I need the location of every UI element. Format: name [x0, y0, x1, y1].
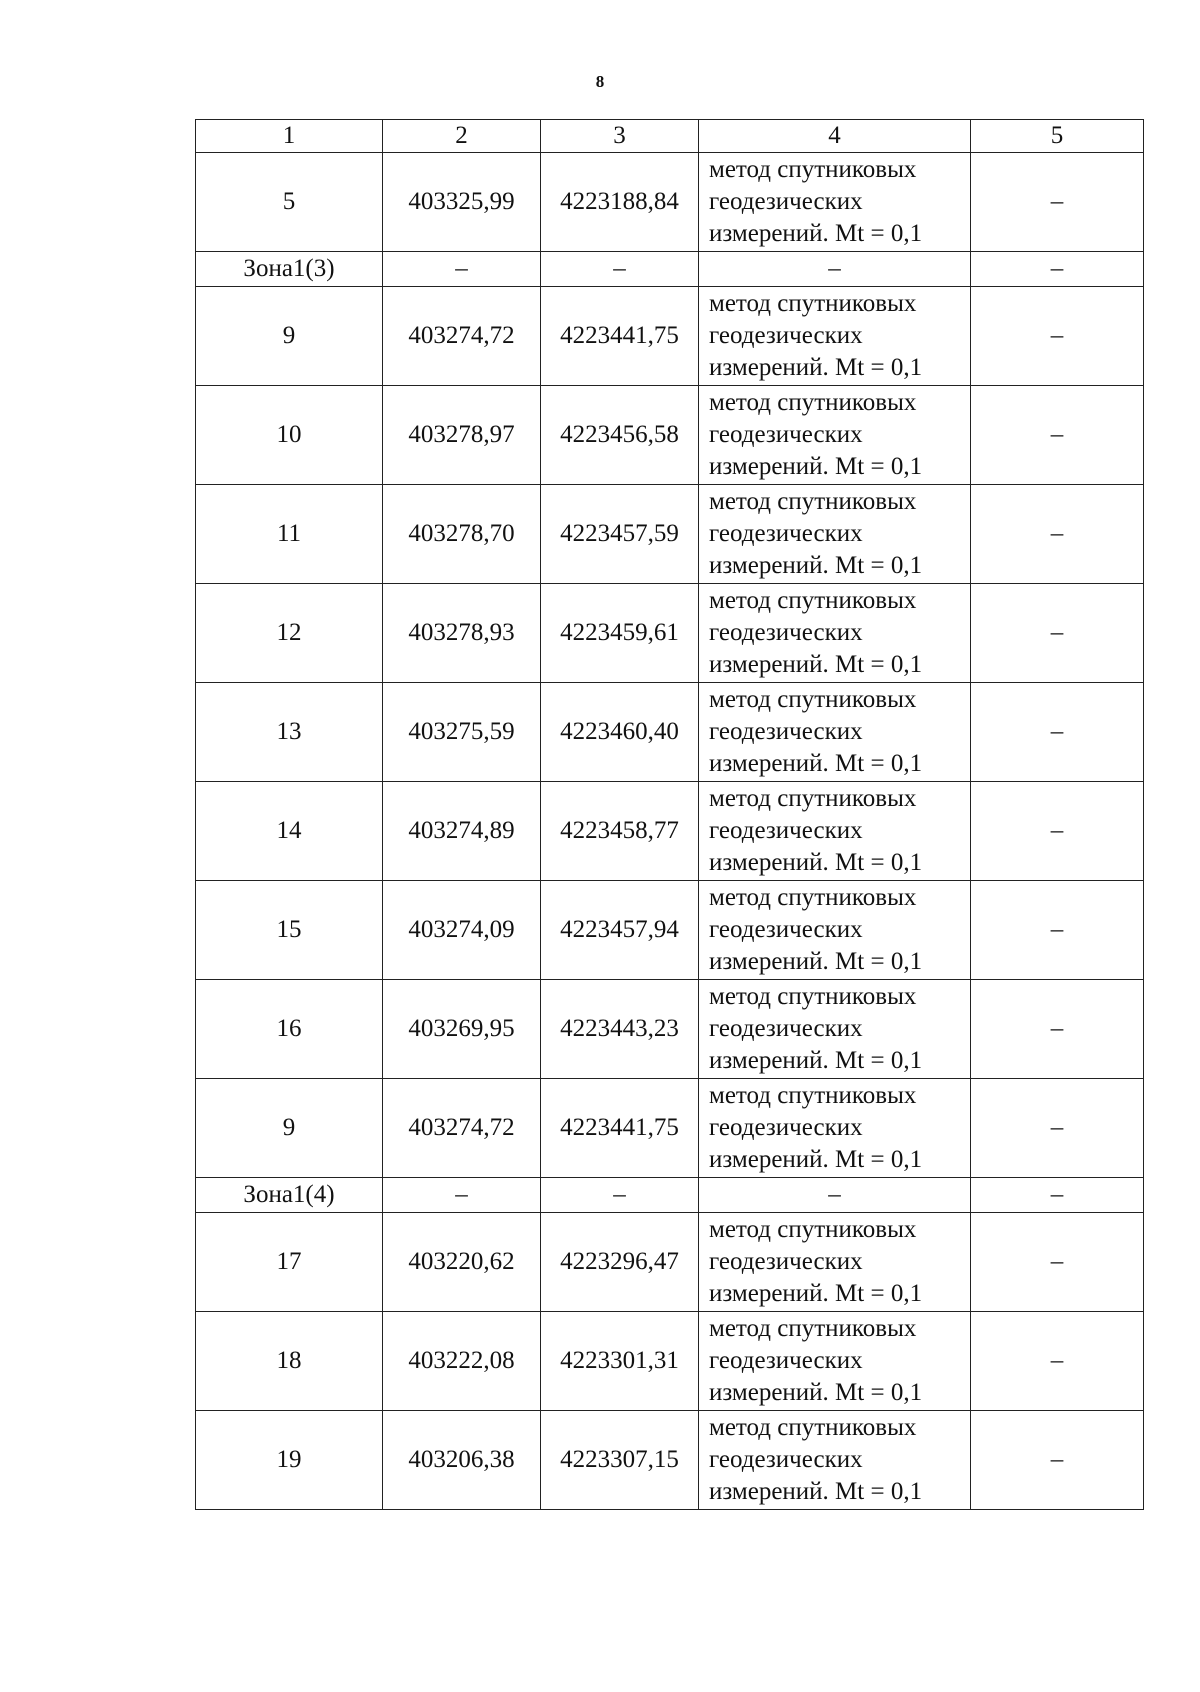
zone-label: Зона1(3) [196, 252, 383, 287]
method-line: измерений. Mt = 0,1 [709, 354, 923, 381]
point-number: 16 [196, 980, 383, 1079]
coord-x: 403274,09 [383, 881, 541, 980]
header-cell: 3 [541, 120, 699, 153]
table-row [196, 485, 1144, 584]
method-line: метод спутниковых [709, 1216, 917, 1243]
method-cell [699, 1079, 971, 1178]
dash-cell: – [971, 584, 1144, 683]
method-cell [699, 386, 971, 485]
dash-cell: – [383, 252, 541, 287]
point-number: 5 [196, 153, 383, 252]
coord-y: 4223301,31 [541, 1312, 699, 1411]
coord-x: 403274,72 [383, 287, 541, 386]
coord-y: 4223296,47 [541, 1213, 699, 1312]
dash-cell: – [971, 485, 1144, 584]
coord-y: 4223307,15 [541, 1411, 699, 1510]
method-line: геодезических [709, 1347, 863, 1374]
method-line: геодезических [709, 817, 863, 844]
table-row [196, 584, 1144, 683]
method-cell [699, 1213, 971, 1312]
coord-y: 4223457,59 [541, 485, 699, 584]
point-number: 10 [196, 386, 383, 485]
method-line: метод спутниковых [709, 884, 917, 911]
method-line: измерений. Mt = 0,1 [709, 849, 923, 876]
method-line: геодезических [709, 520, 863, 547]
header-cell: 5 [971, 120, 1144, 153]
dash-cell: – [541, 252, 699, 287]
dash-cell: – [383, 1178, 541, 1213]
coord-x: 403278,70 [383, 485, 541, 584]
method-line: геодезических [709, 322, 863, 349]
zone-row [196, 1178, 1144, 1213]
coord-y: 4223443,23 [541, 980, 699, 1079]
point-number: 17 [196, 1213, 383, 1312]
method-line: геодезических [709, 1446, 863, 1473]
method-line: измерений. Mt = 0,1 [709, 750, 923, 777]
method-line: измерений. Mt = 0,1 [709, 1146, 923, 1173]
method-line: измерений. Mt = 0,1 [709, 1379, 923, 1406]
dash-cell: – [971, 252, 1144, 287]
table-row [196, 1079, 1144, 1178]
table-row [196, 980, 1144, 1079]
method-line: измерений. Mt = 0,1 [709, 220, 923, 247]
method-cell [699, 584, 971, 683]
dash-cell: – [971, 1213, 1144, 1312]
method-line: геодезических [709, 916, 863, 943]
method-line: метод спутниковых [709, 290, 917, 317]
method-line: геодезических [709, 718, 863, 745]
dash-cell: – [971, 1079, 1144, 1178]
point-number: 12 [196, 584, 383, 683]
method-line: геодезических [709, 1015, 863, 1042]
coord-x: 403269,95 [383, 980, 541, 1079]
point-number: 15 [196, 881, 383, 980]
header-cell: 2 [383, 120, 541, 153]
method-line: метод спутниковых [709, 686, 917, 713]
point-number: 19 [196, 1411, 383, 1510]
dash-cell: – [971, 1411, 1144, 1510]
table-row [196, 1213, 1144, 1312]
header-cell: 1 [196, 120, 383, 153]
table-row [196, 1411, 1144, 1510]
method-line: измерений. Mt = 0,1 [709, 948, 923, 975]
dash-cell: – [971, 1312, 1144, 1411]
method-line: метод спутниковых [709, 156, 917, 183]
table-row [196, 153, 1144, 252]
coord-y: 4223457,94 [541, 881, 699, 980]
coord-x: 403278,97 [383, 386, 541, 485]
method-line: метод спутниковых [709, 785, 917, 812]
coord-x: 403274,89 [383, 782, 541, 881]
table-row [196, 287, 1144, 386]
method-line: геодезических [709, 619, 863, 646]
point-number: 14 [196, 782, 383, 881]
method-line: метод спутниковых [709, 1315, 917, 1342]
coord-y: 4223459,61 [541, 584, 699, 683]
dash-cell: – [971, 683, 1144, 782]
point-number: 11 [196, 485, 383, 584]
method-line: геодезических [709, 1114, 863, 1141]
page-number: 8 [595, 72, 605, 91]
coord-x: 403274,72 [383, 1079, 541, 1178]
method-line: геодезических [709, 1248, 863, 1275]
zone-label: Зона1(4) [196, 1178, 383, 1213]
method-line: метод спутниковых [709, 1414, 917, 1441]
dash-cell: – [971, 287, 1144, 386]
dash-cell: – [971, 153, 1144, 252]
coord-y: 4223460,40 [541, 683, 699, 782]
method-cell [699, 1312, 971, 1411]
dash-cell: – [971, 782, 1144, 881]
table-row [196, 782, 1144, 881]
method-line: измерений. Mt = 0,1 [709, 552, 923, 579]
header-row [196, 120, 1144, 153]
method-cell [699, 683, 971, 782]
point-number: 9 [196, 287, 383, 386]
dash-cell: – [971, 881, 1144, 980]
coord-y: 4223456,58 [541, 386, 699, 485]
coord-x: 403206,38 [383, 1411, 541, 1510]
method-line: измерений. Mt = 0,1 [709, 453, 923, 480]
method-cell [699, 1411, 971, 1510]
point-number: 18 [196, 1312, 383, 1411]
coordinates-table [195, 119, 1144, 1510]
method-line: метод спутниковых [709, 1082, 917, 1109]
zone-row [196, 252, 1144, 287]
method-cell [699, 153, 971, 252]
table-row [196, 881, 1144, 980]
method-line: метод спутниковых [709, 488, 917, 515]
method-cell [699, 980, 971, 1079]
table-row [196, 386, 1144, 485]
method-line: измерений. Mt = 0,1 [709, 1280, 923, 1307]
method-line: измерений. Mt = 0,1 [709, 1478, 923, 1505]
coord-x: 403275,59 [383, 683, 541, 782]
table-row [196, 1312, 1144, 1411]
method-line: измерений. Mt = 0,1 [709, 1047, 923, 1074]
header-cell: 4 [699, 120, 971, 153]
method-line: измерений. Mt = 0,1 [709, 651, 923, 678]
coord-x: 403222,08 [383, 1312, 541, 1411]
method-line: метод спутниковых [709, 587, 917, 614]
coord-x: 403278,93 [383, 584, 541, 683]
coord-x: 403325,99 [383, 153, 541, 252]
method-line: геодезических [709, 188, 863, 215]
point-number: 13 [196, 683, 383, 782]
coord-y: 4223441,75 [541, 1079, 699, 1178]
coord-x: 403220,62 [383, 1213, 541, 1312]
dash-cell: – [699, 252, 971, 287]
dash-cell: – [971, 980, 1144, 1079]
coord-y: 4223188,84 [541, 153, 699, 252]
table-row [196, 683, 1144, 782]
dash-cell: – [971, 386, 1144, 485]
coord-y: 4223441,75 [541, 287, 699, 386]
coord-y: 4223458,77 [541, 782, 699, 881]
method-cell [699, 782, 971, 881]
point-number: 9 [196, 1079, 383, 1178]
dash-cell: – [699, 1178, 971, 1213]
method-cell [699, 485, 971, 584]
method-line: метод спутниковых [709, 983, 917, 1010]
method-line: геодезических [709, 421, 863, 448]
method-cell [699, 881, 971, 980]
method-line: метод спутниковых [709, 389, 917, 416]
dash-cell: – [541, 1178, 699, 1213]
dash-cell: – [971, 1178, 1144, 1213]
method-cell [699, 287, 971, 386]
